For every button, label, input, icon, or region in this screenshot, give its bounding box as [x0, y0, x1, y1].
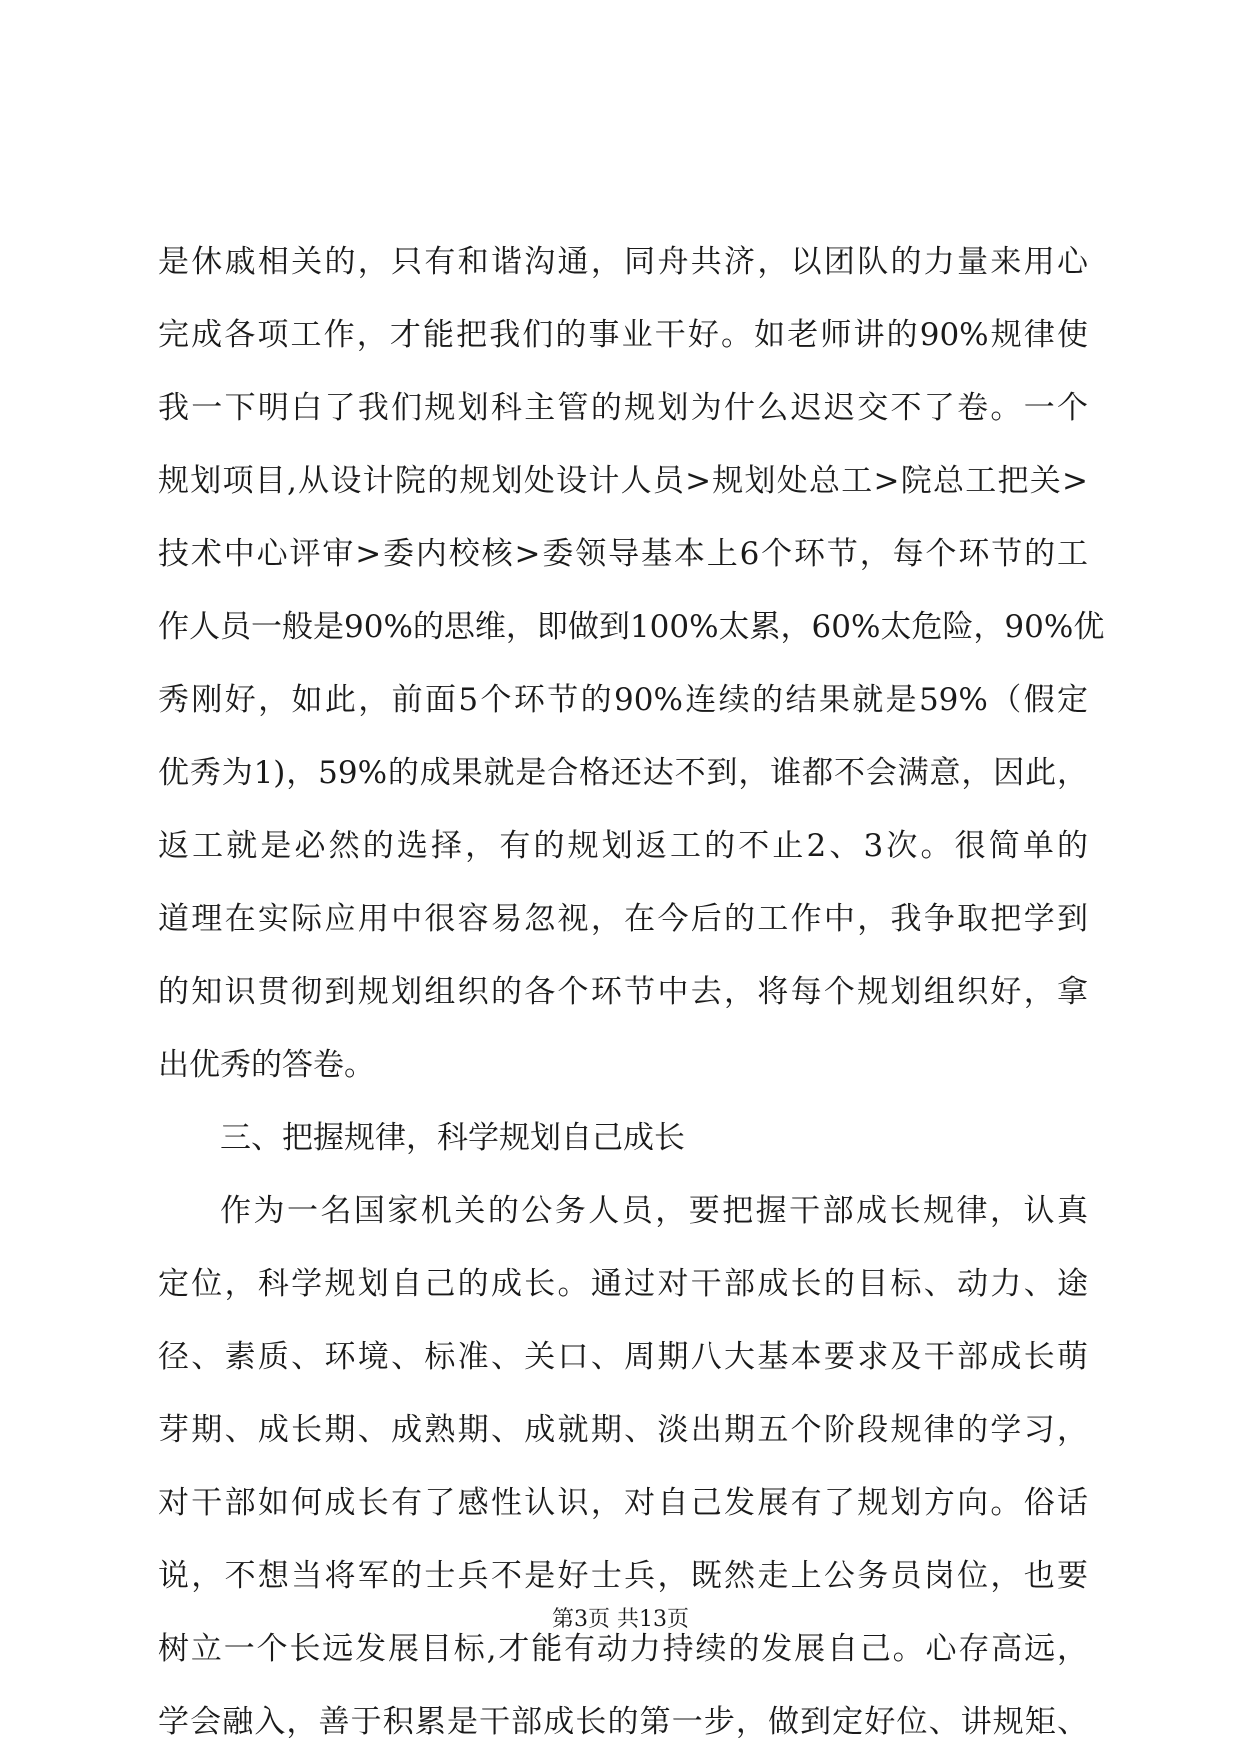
text-line: 芽期、成长期、成熟期、成就期、淡出期五个阶段规律的学习， [158, 1412, 1088, 1448]
text-line: 技术中心评审>委内校核>委领导基本上6个环节，每个环节的工 [158, 536, 1088, 572]
text-line: 秀刚好，如此，前面5个环节的90%连续的结果就是59%（假定 [158, 682, 1088, 718]
text-line: 定位，科学规划自己的成长。通过对干部成长的目标、动力、途 [158, 1266, 1088, 1302]
text-line: 完成各项工作，才能把我们的事业干好。如老师讲的90%规律使 [158, 317, 1088, 353]
page-number-label: 第3页 共13页 [552, 1607, 689, 1632]
section-heading: 三、把握规律，科学规划自己成长 [220, 1120, 685, 1156]
text-line: 径、素质、环境、标准、关口、周期八大基本要求及干部成长萌 [158, 1339, 1088, 1375]
paragraph-first-line: 作为一名国家机关的公务人员，要把握干部成长规律，认真 [220, 1193, 1088, 1229]
document-body [158, 226, 1105, 1759]
text-line: 我一下明白了我们规划科主管的规划为什么迟迟交不了卷。一个 [158, 390, 1088, 426]
text-line: 是休戚相关的，只有和谐沟通，同舟共济，以团队的力量来用心 [158, 244, 1088, 280]
text-line: 作人员一般是90%的思维，即做到100%太累，60%太危险，90%优 [158, 609, 1105, 645]
text-line: 返工就是必然的选择，有的规划返工的不止2、3次。很简单的 [158, 828, 1088, 864]
paragraph-end-line: 出优秀的答卷。 [158, 1047, 375, 1083]
text-line: 说，不想当将军的士兵不是好士兵，既然走上公务员岗位，也要 [158, 1558, 1088, 1594]
text-line: 道理在实际应用中很容易忽视，在今后的工作中，我争取把学到 [158, 901, 1088, 937]
text-line: 规划项目,从设计院的规划处设计人员>规划处总工>院总工把关> [158, 463, 1088, 499]
text-line: 优秀为1)，59%的成果就是合格还达不到，谁都不会满意，因此， [158, 755, 1088, 791]
page-footer [0, 1605, 1241, 1635]
text-line: 学会融入，善于积累是干部成长的第一步，做到定好位、讲规矩、 [158, 1704, 1088, 1740]
text-line: 的知识贯彻到规划组织的各个环节中去，将每个规划组织好，拿 [158, 974, 1088, 1010]
text-line: 对干部如何成长有了感性认识，对自己发展有了规划方向。俗话 [158, 1485, 1088, 1521]
text-line: 树立一个长远发展目标,才能有动力持续的发展自己。心存高远， [158, 1631, 1088, 1667]
